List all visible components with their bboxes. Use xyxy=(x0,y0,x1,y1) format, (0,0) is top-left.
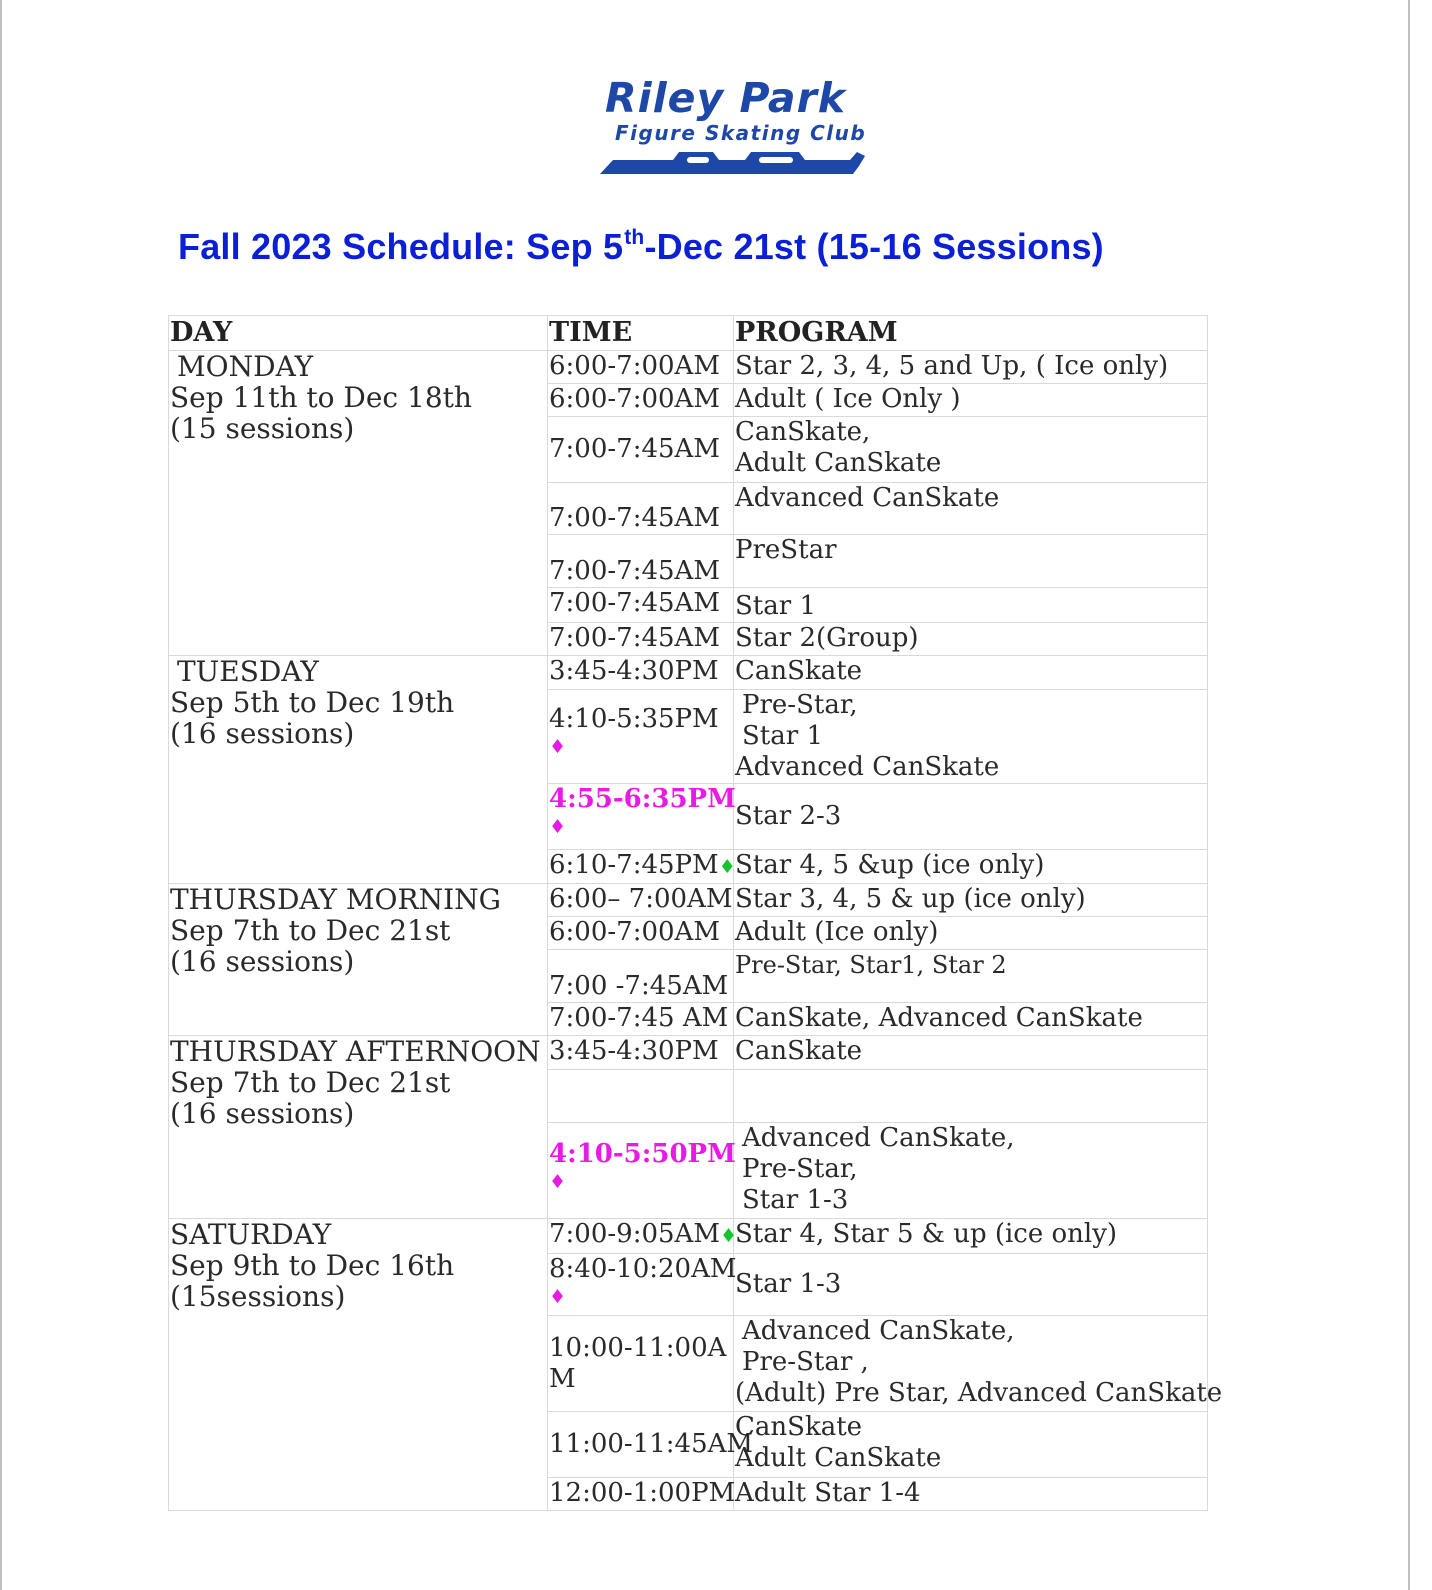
day-dates: Sep 7th to Dec 21st xyxy=(170,914,451,947)
day-dates: Sep 7th to Dec 21st xyxy=(170,1066,451,1099)
time-cell: 6:00-7:00AM xyxy=(548,917,734,950)
program-cell: CanSkate, Advanced CanSkate xyxy=(734,1003,1208,1036)
time-cell: 7:00-7:45AM xyxy=(548,623,734,656)
day-sessions: (16 sessions) xyxy=(170,1097,355,1130)
title-superscript: th xyxy=(624,226,645,249)
time-cell: 7:00 -7:45AM xyxy=(548,950,734,1003)
time-cell xyxy=(548,1219,738,1254)
program-line: Advanced CanSkate, xyxy=(742,1123,1015,1153)
time-cell: 3:45-4:30PM xyxy=(548,1036,734,1070)
time-value-highlight: 4:55-6:35PM xyxy=(549,784,736,814)
day-name: THURSDAY AFTERNOON xyxy=(170,1035,541,1068)
time-cell xyxy=(548,1123,734,1219)
time-cell: 6:00-7:00AM xyxy=(548,384,734,417)
time-cell xyxy=(548,1070,734,1123)
program-line: CanSkate, xyxy=(735,417,871,447)
club-logo xyxy=(595,70,875,182)
pink-diamond-icon: ♦ xyxy=(549,736,567,758)
table-row xyxy=(169,656,1208,690)
time-cell xyxy=(548,690,734,784)
program-cell: Star 4, 5 &up (ice only) xyxy=(734,850,1208,884)
day-cell-tuesday xyxy=(169,656,548,884)
program-cell xyxy=(734,417,1208,483)
day-sessions: (15 sessions) xyxy=(170,412,355,445)
pink-diamond-icon: ♦ xyxy=(549,816,567,838)
time-cell xyxy=(548,1254,737,1316)
program-cell xyxy=(734,1412,1208,1478)
program-cell: PreStar xyxy=(734,535,1208,588)
page-title xyxy=(178,226,1104,268)
program-line: Pre-Star, xyxy=(742,690,858,720)
day-cell-saturday xyxy=(169,1219,548,1511)
program-line: Pre-Star, xyxy=(742,1154,858,1184)
time-cell: 6:00– 7:00AM xyxy=(548,884,734,917)
program-line: Adult CanSkate xyxy=(735,1443,942,1473)
program-line: CanSkate xyxy=(735,1412,863,1442)
program-cell: Star 2, 3, 4, 5 and Up, ( Ice only) xyxy=(734,351,1208,384)
program-cell: Star 4, Star 5 & up (ice only) xyxy=(734,1219,1208,1254)
time-cell: 11:00-11:45AM xyxy=(548,1412,734,1478)
table-row xyxy=(169,1036,1208,1070)
time-cell xyxy=(548,850,734,884)
pink-diamond-icon: ♦ xyxy=(549,1171,567,1193)
program-line: (Adult) Pre Star, Advanced CanSkate xyxy=(735,1378,1223,1408)
header-program: PROGRAM xyxy=(734,316,1208,351)
time-value: 10:00-11:00A xyxy=(549,1332,727,1363)
day-name: MONDAY xyxy=(177,350,314,383)
day-dates: Sep 9th to Dec 16th xyxy=(170,1249,455,1282)
time-cell xyxy=(548,1316,734,1412)
program-cell xyxy=(734,1123,1208,1219)
day-dates: Sep 5th to Dec 19th xyxy=(170,686,455,719)
program-line: Advanced CanSkate xyxy=(735,752,1000,782)
program-cell: Star 3, 4, 5 & up (ice only) xyxy=(734,884,1208,917)
program-cell xyxy=(734,690,1208,784)
time-cell: 7:00-7:45AM xyxy=(548,535,734,588)
program-cell: Adult Star 1-4 xyxy=(734,1478,1208,1511)
time-cell: 7:00-7:45AM xyxy=(548,483,734,535)
schedule-table xyxy=(168,315,1223,1511)
time-cell: 6:00-7:00AM xyxy=(548,351,734,384)
day-dates: Sep 11th to Dec 18th xyxy=(170,381,472,414)
program-cell: Star 1 xyxy=(734,588,1208,623)
program-cell xyxy=(734,1316,1223,1412)
program-cell: Adult ( Ice Only ) xyxy=(734,384,1208,417)
table-row xyxy=(169,884,1208,917)
program-line: Pre-Star , xyxy=(742,1347,869,1377)
title-suffix: -Dec 21st (15-16 Sessions) xyxy=(644,226,1104,267)
time-value: M xyxy=(549,1363,576,1394)
program-cell: Pre-Star, Star1, Star 2 xyxy=(734,950,1208,1003)
header-row xyxy=(169,316,1208,351)
program-cell: Advanced CanSkate xyxy=(734,483,1208,535)
day-name: THURSDAY MORNING xyxy=(170,883,502,916)
time-cell xyxy=(548,784,734,850)
time-cell: 12:00-1:00PM xyxy=(548,1478,734,1511)
title-prefix: Fall 2023 Schedule: Sep 5 xyxy=(178,226,624,267)
program-cell: Adult (Ice only) xyxy=(734,917,1208,950)
time-value: 7:00-9:05AM xyxy=(549,1219,720,1249)
day-sessions: (15sessions) xyxy=(170,1280,346,1313)
green-diamond-icon: ♦ xyxy=(718,856,736,878)
time-cell: 7:00-7:45 AM xyxy=(548,1003,734,1036)
day-cell-thursday-morning xyxy=(169,884,548,1036)
program-cell xyxy=(734,1070,1208,1123)
program-cell: Star 2-3 xyxy=(734,784,1208,850)
time-value: 4:10-5:35PM xyxy=(549,704,719,734)
program-line: Adult CanSkate xyxy=(735,448,942,478)
program-line: Advanced CanSkate, xyxy=(742,1316,1015,1346)
header-day: DAY xyxy=(169,316,548,351)
day-sessions: (16 sessions) xyxy=(170,717,355,750)
time-cell: 7:00-7:45AM xyxy=(548,588,734,623)
time-cell: 7:00-7:45AM xyxy=(548,417,734,483)
program-cell: CanSkate xyxy=(734,656,1208,690)
time-value: 8:40-10:20AM xyxy=(549,1254,737,1284)
svg-text:Riley Park: Riley Park xyxy=(605,74,847,122)
time-cell: 3:45-4:30PM xyxy=(548,656,734,690)
program-line: Star 1 xyxy=(742,721,823,751)
program-line: Star 1-3 xyxy=(742,1185,849,1215)
green-diamond-icon: ♦ xyxy=(719,1225,738,1247)
time-value: 6:10-7:45PM xyxy=(549,850,719,880)
day-name: SATURDAY xyxy=(170,1218,332,1251)
day-sessions: (16 sessions) xyxy=(170,945,355,978)
svg-text:Figure Skating Club: Figure Skating Club xyxy=(615,121,867,145)
time-value-highlight: 4:10-5:50PM xyxy=(549,1139,736,1169)
day-cell-monday xyxy=(169,351,548,656)
program-cell: Star 2(Group) xyxy=(734,623,1208,656)
program-cell: Star 1-3 xyxy=(734,1254,1208,1316)
table-row xyxy=(169,1219,1208,1254)
header-time: TIME xyxy=(548,316,734,351)
day-cell-thursday-afternoon xyxy=(169,1036,548,1219)
table-row xyxy=(169,351,1208,384)
program-cell: CanSkate xyxy=(734,1036,1208,1070)
day-name: TUESDAY xyxy=(177,655,319,688)
pink-diamond-icon: ♦ xyxy=(549,1286,567,1308)
